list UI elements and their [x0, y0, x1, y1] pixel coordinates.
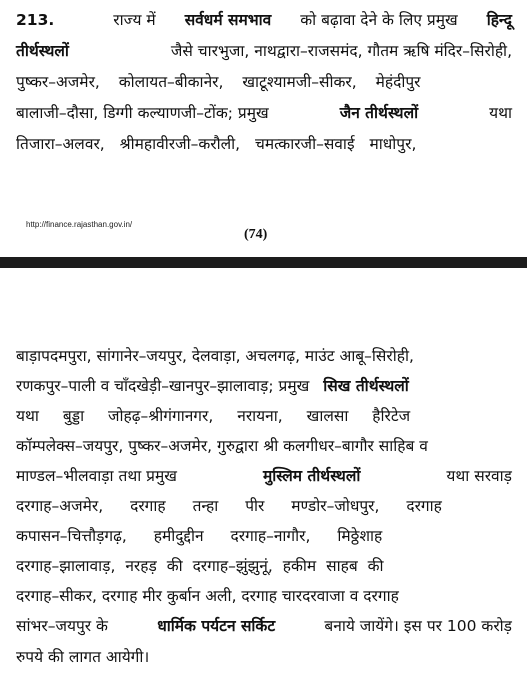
paragraph-line [16, 72, 512, 92]
top-page [0, 0, 527, 257]
page-number: (74) [244, 227, 268, 242]
text-segment: यथा बुड्डा जोहढ़–श्रीगंगानगर, नरायना, खालसा हैरिटेज [16, 407, 411, 425]
emphasis-text: सर्वधर्म समभाव [184, 11, 272, 29]
paragraph-line [16, 647, 512, 667]
text-segment: दरगाह–सीकर, दरगाह मीर कुर्बान अली, दरगाह चारदरवाजा व दरगाह [16, 587, 399, 605]
text-segment: जैसे चारभुजा, नाथद्वारा–राजसमंद, गौतम ऋषि मंदिर–सिरोही, [170, 42, 512, 60]
text-segment: सांभर–जयपुर के [16, 617, 108, 635]
emphasis-text: सिख तीर्थस्थलों [323, 377, 409, 395]
emphasis-text: जैन तीर्थस्थलों [339, 104, 419, 122]
bottom-page [0, 268, 527, 682]
paragraph-line [16, 496, 512, 516]
paragraph-line [16, 134, 512, 154]
text-segment: यथा [489, 104, 512, 122]
paragraph-line [16, 346, 512, 366]
text-segment: राज्य में [113, 11, 156, 29]
paragraph-line [16, 41, 512, 61]
text-segment: दरगाह–अजमेर, दरगाह तन्हा पीर मण्डोर–जोधपुर, दरगाह [16, 497, 442, 515]
emphasis-text: तीर्थस्थलों [16, 42, 69, 60]
paragraph-line [16, 466, 512, 486]
text-segment: तिजारा–अलवर, श्रीमहावीरजी–करौली, चमत्कारजी–सवाई माधोपुर, [16, 135, 417, 153]
text-segment: रुपये की लागत आयेगी। [16, 648, 150, 666]
paragraph-line [16, 103, 512, 123]
paragraph-line [16, 556, 512, 576]
text-segment: यथा सरवाड़ [446, 467, 512, 485]
paragraph-line [16, 526, 512, 546]
text-segment: दरगाह–झालावाड़, नरहड़ की दरगाह–झुंझुनूं, हकीम साहब की [16, 557, 384, 575]
paragraph-line [16, 406, 512, 426]
emphasis-text: मुस्लिम तीर्थस्थलों [262, 467, 361, 485]
text-segment: कॉम्पलेक्स–जयपुर, पुष्कर–अजमेर, गुरुद्वारा श्री कलगीधर–बागौर साहिब व [16, 437, 428, 455]
emphasis-text: धार्मिक पर्यटन सर्किट [157, 617, 276, 635]
paragraph-line [16, 10, 512, 30]
paragraph-line [16, 436, 512, 456]
text-segment: कपासन–चित्तौड़गढ़, हमीदुद्दीन दरगाह–नागौर, मिठ्ठेशाह [16, 527, 383, 545]
paragraph-number: 213. [16, 11, 55, 29]
text-segment: बाड़ापदमपुरा, सांगानेर–जयपुर, देलवाड़ा, अचलगढ़, माउंट आबू–सिरोही, [16, 347, 414, 365]
source-url-link[interactable]: http://finance.rajasthan.gov.in/ [26, 220, 133, 229]
page-divider [0, 257, 527, 268]
paragraph-line [16, 376, 512, 396]
emphasis-text: हिन्दू [486, 11, 512, 29]
paragraph-line [16, 586, 512, 606]
text-segment: माण्डल–भीलवाड़ा तथा प्रमुख [16, 467, 177, 485]
text-segment: बालाजी–दौसा, डिग्गी कल्याणजी–टोंक; प्रमुख [16, 104, 269, 122]
text-segment: बनाये जायेंगे। इस पर 100 करोड़ [324, 617, 512, 635]
text-segment: पुष्कर–अजमेर, कोलायत–बीकानेर, खाटूश्यामजी–सीकर, मेहंदीपुर [16, 73, 421, 91]
text-segment: रणकपुर–पाली व चाँदखेड़ी–खानपुर–झालावाड़; प्रमुख [16, 377, 310, 395]
paragraph-line [16, 616, 512, 636]
text-segment: को बढ़ावा देने के लिए प्रमुख [300, 11, 458, 29]
